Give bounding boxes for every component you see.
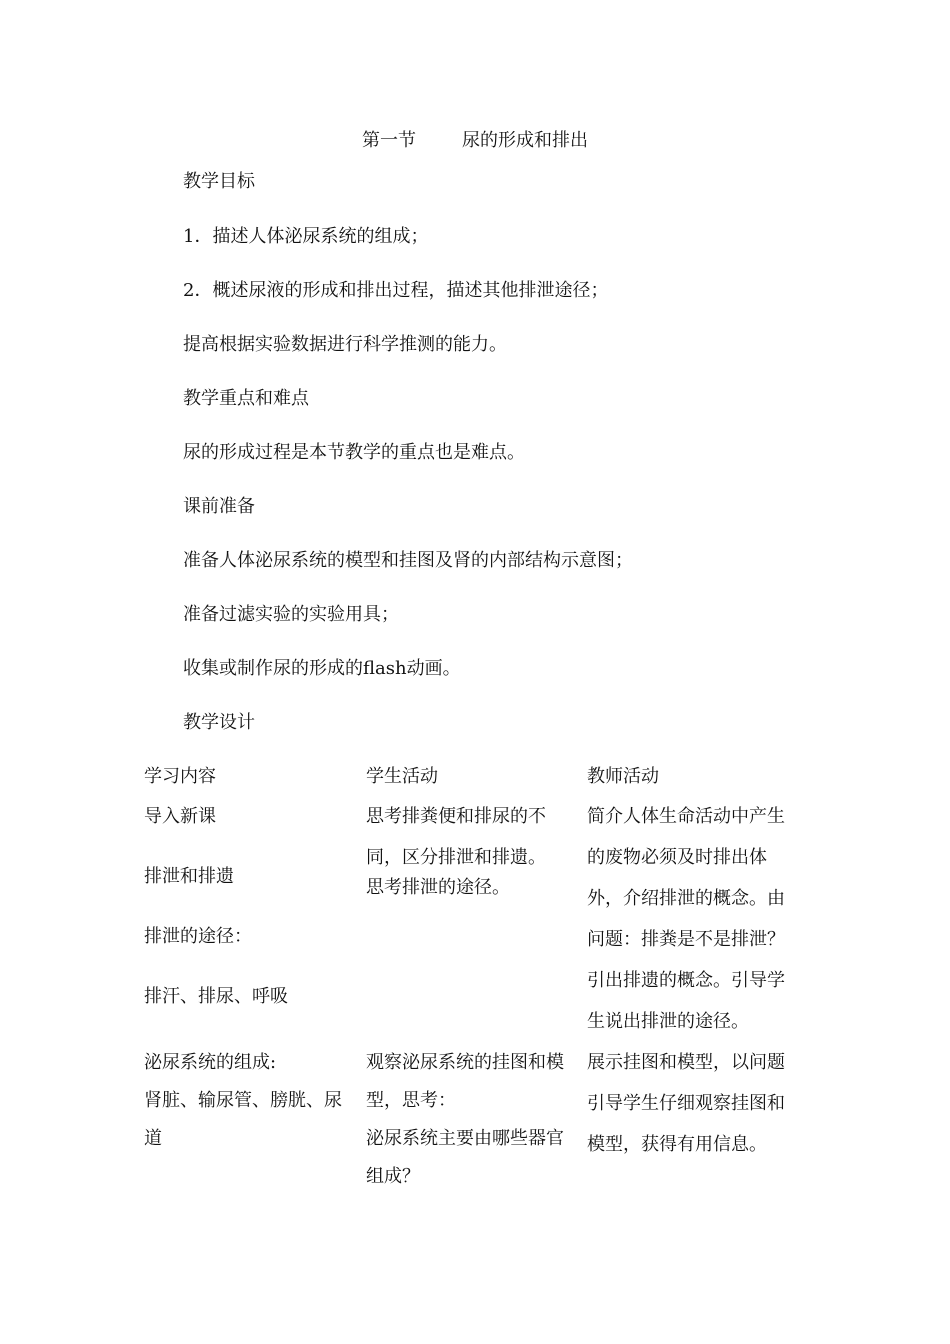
content-line: 导入新课 (144, 806, 216, 827)
table-row-1-content (144, 804, 364, 1010)
table-row-2-student (366, 1050, 584, 1190)
section-title (0, 128, 950, 154)
content-line: 道 (144, 1128, 162, 1149)
heading-teaching-design: 教学设计 (183, 712, 255, 733)
preparation-item-3: 收集或制作尿的形成的flash动画。 (183, 658, 461, 679)
preparation-item-1: 准备人体泌尿系统的模型和挂图及肾的内部结构示意图； (183, 550, 633, 571)
table-row-2-teacher (587, 1050, 809, 1158)
header-content: 学习内容 (144, 766, 216, 787)
teacher-line: 模型，获得有用信息。 (587, 1134, 767, 1155)
student-line: 组成？ (366, 1166, 420, 1187)
teacher-line: 外，介绍排泄的概念。由 (587, 888, 785, 909)
content-line: 排泄和排遗 (144, 866, 234, 887)
student-line: 思考排泄的途径。 (366, 877, 510, 898)
table-row-2-content (144, 1050, 364, 1152)
teacher-line: 的废物必须及时排出体 (587, 847, 767, 868)
content-line: 排泄的途径： (144, 926, 252, 947)
student-line: 思考排粪便和排尿的不 (366, 806, 546, 827)
content-line: 肾脏、输尿管、膀胱、尿 (144, 1090, 342, 1111)
teacher-line: 引导学生仔细观察挂图和 (587, 1093, 785, 1114)
teacher-line: 简介人体生命活动中产生 (587, 806, 785, 827)
header-student: 学生活动 (366, 766, 438, 787)
section-number: 第一节 (362, 130, 416, 151)
table-row-1-teacher (587, 804, 809, 1035)
teacher-line: 展示挂图和模型，以问题 (587, 1052, 785, 1073)
teacher-line: 生说出排泄的途径。 (587, 1011, 749, 1032)
heading-preparation: 课前准备 (183, 496, 255, 517)
goal-item-1: 1．描述人体泌尿系统的组成； (183, 226, 429, 247)
header-teacher: 教师活动 (587, 766, 659, 787)
content-line: 排汗、排尿、呼吸 (144, 986, 288, 1007)
key-points-text: 尿的形成过程是本节教学的重点也是难点。 (183, 442, 525, 463)
student-line: 同，区分排泄和排遗。 (366, 847, 546, 868)
content-line: 泌尿系统的组成: (144, 1052, 277, 1073)
student-line: 观察泌尿系统的挂图和模 (366, 1052, 564, 1073)
teacher-line: 引出排遗的概念。引导学 (587, 970, 785, 991)
teacher-line: 问题：排粪是不是排泄？ (587, 929, 785, 950)
student-line: 型，思考： (366, 1090, 456, 1111)
table-row-1-student (366, 804, 584, 901)
student-line: 泌尿系统主要由哪些器官 (366, 1128, 564, 1149)
heading-teaching-goals: 教学目标 (183, 171, 255, 192)
goal-item-3: 提高根据实验数据进行科学推测的能力。 (183, 334, 507, 355)
preparation-item-2: 准备过滤实验的实验用具； (183, 604, 399, 625)
heading-key-points: 教学重点和难点 (183, 388, 309, 409)
section-name: 尿的形成和排出 (462, 130, 588, 151)
goal-item-2: 2．概述尿液的形成和排出过程，描述其他排泄途径； (183, 280, 609, 301)
